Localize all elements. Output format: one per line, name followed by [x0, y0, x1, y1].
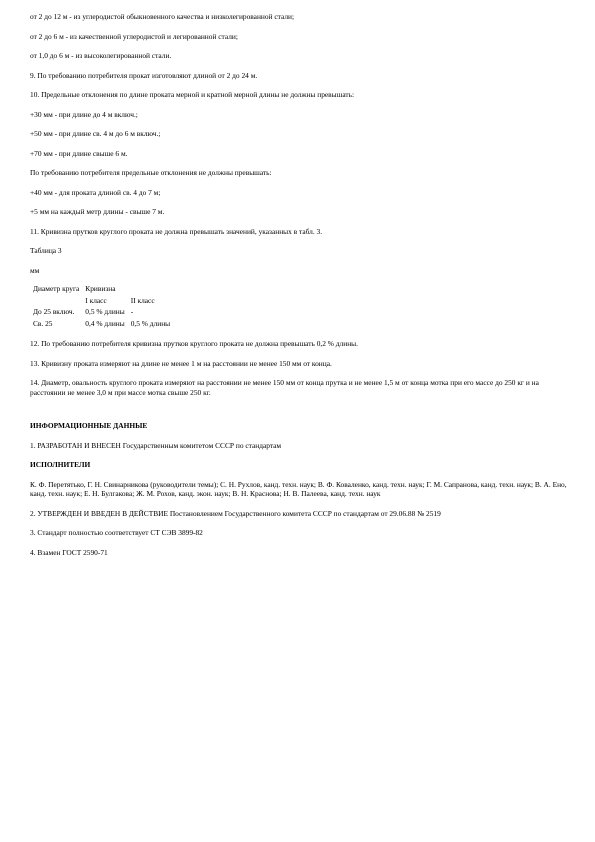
paragraph: По требованию потребителя предельные отклонения не должны превышать: — [30, 168, 272, 177]
table-cell: Св. 25 — [33, 318, 53, 328]
table-header-cell: Диаметр круга — [33, 284, 80, 293]
info-heading: ИНФОРМАЦИОННЫЕ ДАННЫЕ — [30, 421, 148, 430]
document-page — [30, 12, 570, 557]
paragraph: +30 мм - при длине до 4 м включ.; — [30, 109, 138, 119]
paragraph: 14. Диаметр, овальность круглого проката измеряют на расстоянии не менее 150 мм от конца прутка и не менее 1,5 м от конца мотка при его массе до 250 кг и на расстоянии не менее 3,0 м при массе мотка свыше 250 кг. — [30, 378, 539, 397]
paragraph: +50 мм - при длине св. 4 м до 6 м включ.; — [30, 129, 161, 138]
info-item-1: 1. РАЗРАБОТАН И ВНЕСЕН Государственным комитетом СССР по стандартам — [30, 440, 282, 450]
info-item-4: 4. Взамен ГОСТ 2590-71 — [30, 547, 108, 557]
paragraph: 12. По требованию потребителя кривизна прутков круглого проката не должна превышать 0,2 % длины. — [30, 339, 358, 348]
info-item-3: 3. Стандарт полностью соответствует СТ СЭВ 3899-82 — [30, 528, 203, 537]
paragraph: от 2 до 6 м - из качественной углеродистой и легированной стали; — [30, 31, 238, 41]
executors-heading: ИСПОЛНИТЕЛИ — [30, 460, 91, 469]
table-unit: мм — [30, 265, 40, 275]
info-item-2: 2. УТВЕРЖДЕН И ВВЕДЕН В ДЕЙСТВИЕ Постановлением Государственного комитета СССР по стандартам от 29.06.88 № 2519 — [30, 508, 441, 518]
table-header-cell: Кривизна — [85, 284, 116, 293]
table-subheader-cell — [30, 295, 82, 307]
table-cell: 0,5 % длины — [85, 307, 125, 316]
paragraph: +5 мм на каждый метр длины - свыше 7 м. — [30, 207, 165, 216]
table-row — [30, 306, 173, 318]
table-cell: 0,5 % длины — [130, 318, 171, 328]
table-cell: 0,4 % длины — [85, 318, 125, 328]
table-caption: Таблица 3 — [30, 246, 62, 255]
table-header-row — [30, 283, 173, 295]
table-subheader-row — [30, 295, 173, 307]
table-subheader-cell: II класс — [130, 295, 155, 305]
paragraph: +70 мм - при длине свыше 6 м. — [30, 148, 128, 158]
table-cell: До 25 включ. — [33, 307, 75, 316]
paragraph: от 2 до 12 м - из углеродистой обыкновенного качества и низколегированной стали; — [30, 12, 295, 21]
table-row — [30, 318, 173, 330]
table-cell: - — [130, 307, 134, 316]
paragraph: 11. Кривизна прутков круглого проката не должна превышать значений, указанных в табл. 3. — [30, 226, 323, 236]
section-gap — [30, 397, 570, 421]
paragraph: 10. Предельные отклонения по длине проката мерной и кратной мерной длины не должны превышать: — [30, 90, 355, 99]
paragraph: 9. По требованию потребителя прокат изготовляют длиной от 2 до 24 м. — [30, 70, 258, 80]
paragraph: от 1,0 до 6 м - из высоколегированной стали. — [30, 51, 172, 60]
table-3 — [30, 283, 173, 329]
paragraph: +40 мм - для проката длиной св. 4 до 7 м; — [30, 187, 161, 197]
executors-list: К. Ф. Перетятько, Г. Н. Свинарникова (руководители темы); С. Н. Рухлов, канд. техн. наук; В. Ф. Коваленко, канд. техн. наук; Г. М. Сапранова, канд. техн. наук; В. А. Ено, канд. техн. наук; Е. Н. Булгакова; Ж. М. Рохов, канд. экон. наук; В. Н. Краснова; Н. В. Палеева, канд. техн. наук — [30, 479, 567, 498]
table-subheader-cell: I класс — [85, 295, 107, 305]
paragraph: 13. Кривизну проката измеряют на длине не менее 1 м на расстоянии не менее 150 мм от конца. — [30, 358, 332, 368]
